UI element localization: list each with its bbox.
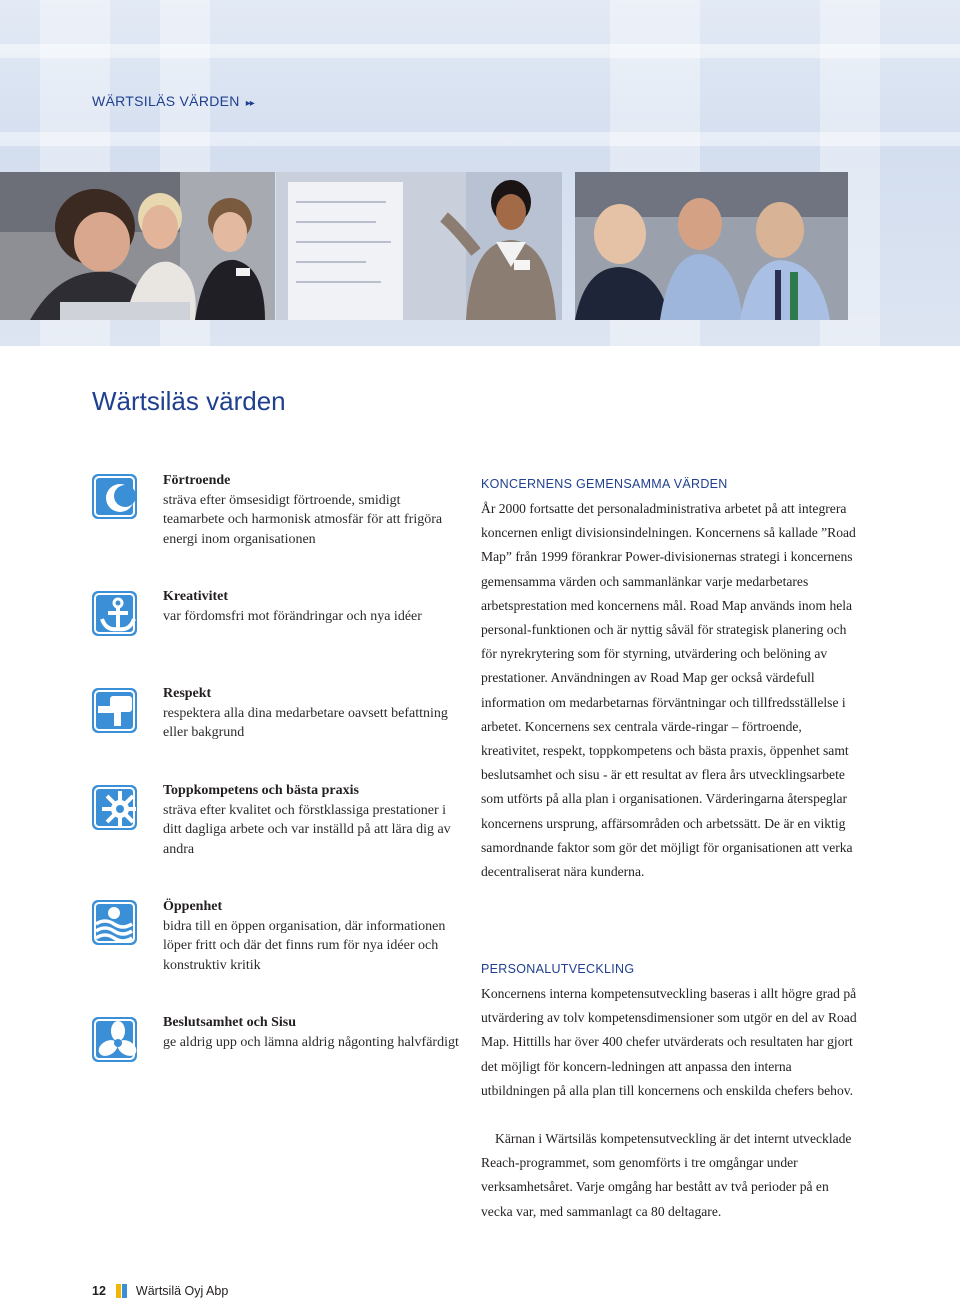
value-title: Kreativitet [163, 589, 229, 604]
page-footer [92, 1284, 228, 1298]
value-text: respektera alla dina medarbetare oavsett befattning eller bakgrund [163, 705, 448, 740]
waves-icon [92, 900, 137, 945]
heading-personalutveckling: PERSONALUTVECKLING [481, 962, 635, 976]
section-header [92, 93, 254, 109]
value-title: Förtroende [163, 473, 231, 488]
value-text: ge aldrig upp och lämna aldrig någonting halvfärdigt [163, 1034, 459, 1050]
photo-audience [575, 172, 848, 320]
anchor-icon [92, 591, 137, 636]
value-kreativitet [163, 587, 463, 626]
value-beslutsamhet [163, 1013, 463, 1052]
page-number: 12 [92, 1284, 106, 1298]
company-name: Wärtsilä Oyj Abp [135, 1284, 229, 1298]
photo-meeting-group [0, 172, 275, 320]
value-title: Öppenhet [163, 899, 223, 914]
heading-gemensamma-varden: KONCERNENS GEMENSAMMA VÄRDEN [481, 477, 728, 491]
value-text: bidra till en öppen organisation, där informationen löper fritt och där det finns rum för nya idéer och konstruktiv kritik [163, 918, 446, 973]
body-paragraph-3: Kärnan i Wärtsiläs kompetensutveckling är det internt utvecklade Reach-programmet, som genomförts i tre omgångar under verksamhetsåret. Varje omgång har bestått av två perioder på en vecka var, med sammanlagt ca 80 deltagare. [481, 1131, 852, 1219]
body-paragraph-1: År 2000 fortsatte det personaladministrativa arbetet på att integrera koncernen enligt divisionsindelningen. Koncernens så kallade ”Road Map” från 1999 förankrar Power-divisionernas strategi i koncernens gemensamma värden och sammanlänkar varje medarbetares arbetsprestation med koncernens mål. Road Map används inom hela personal-funktionen och är nyttig såväl för strategisk planering och för nyrekrytering som för styrning, utvärdering och belöning av prestationer. Användningen av Road Map ger också värdefull information om medarbetarnas förväntningar och tillfredsställelse i arbetet. Koncernens sex centrala värde-ringar – förtroende, kreativitet, respekt, toppkompetens och bästa praxis, öppenhet samt beslutsamhet och sisu - är ett resultat av flera års utvecklingsarbete som utförts på alla plan i organisationen. Värderingarna återspeglar koncernens ursprung, affärsområden och arbetssätt. De är en viktig samordnande faktor som gör det möjligt för organisationen att verka decentraliserat nära kunderna. [481, 501, 856, 880]
value-oppenhet [163, 897, 463, 975]
double-arrow-icon: ▸▸ [245, 98, 254, 109]
value-toppkompetens [163, 781, 463, 859]
page-title: Wärtsiläs värden [92, 386, 286, 416]
value-text: sträva efter ömsesidigt förtroende, smidigt teamarbete och harmonisk atmosfär för att frigöra energi inom organisationen [163, 492, 443, 547]
value-title: Respekt [163, 686, 212, 701]
helm-icon [92, 785, 137, 830]
moon-icon [92, 474, 137, 519]
value-title: Toppkompetens och bästa praxis [163, 783, 359, 798]
value-text: sträva efter kvalitet och förstklassiga prestationer i ditt dagliga arbete och var inställd på att lära dig av andra [163, 802, 451, 857]
propeller-icon [92, 1017, 137, 1062]
photo-presenter [276, 172, 562, 320]
value-title: Beslutsamhet och Sisu [163, 1015, 297, 1030]
value-respekt [163, 684, 463, 743]
wrench-icon [92, 688, 137, 733]
value-fortroende [163, 471, 463, 549]
section-label: WÄRTSILÄS VÄRDEN [92, 93, 240, 109]
brand-mark-icon [116, 1284, 128, 1298]
body-paragraph-2: Koncernens interna kompetensutveckling baseras i allt högre grad på utvärdering av tolv kompetensdimensioner som utgör en del av Road Map. Hittills har över 400 chefer utvärderats och resultaten har gjort det möjligt för koncern-ledningen att anpassa den interna utbildningen på alla plan till koncernens och enskilda chefers behov. [481, 986, 857, 1098]
value-text: var fördomsfri mot förändringar och nya idéer [163, 608, 422, 624]
